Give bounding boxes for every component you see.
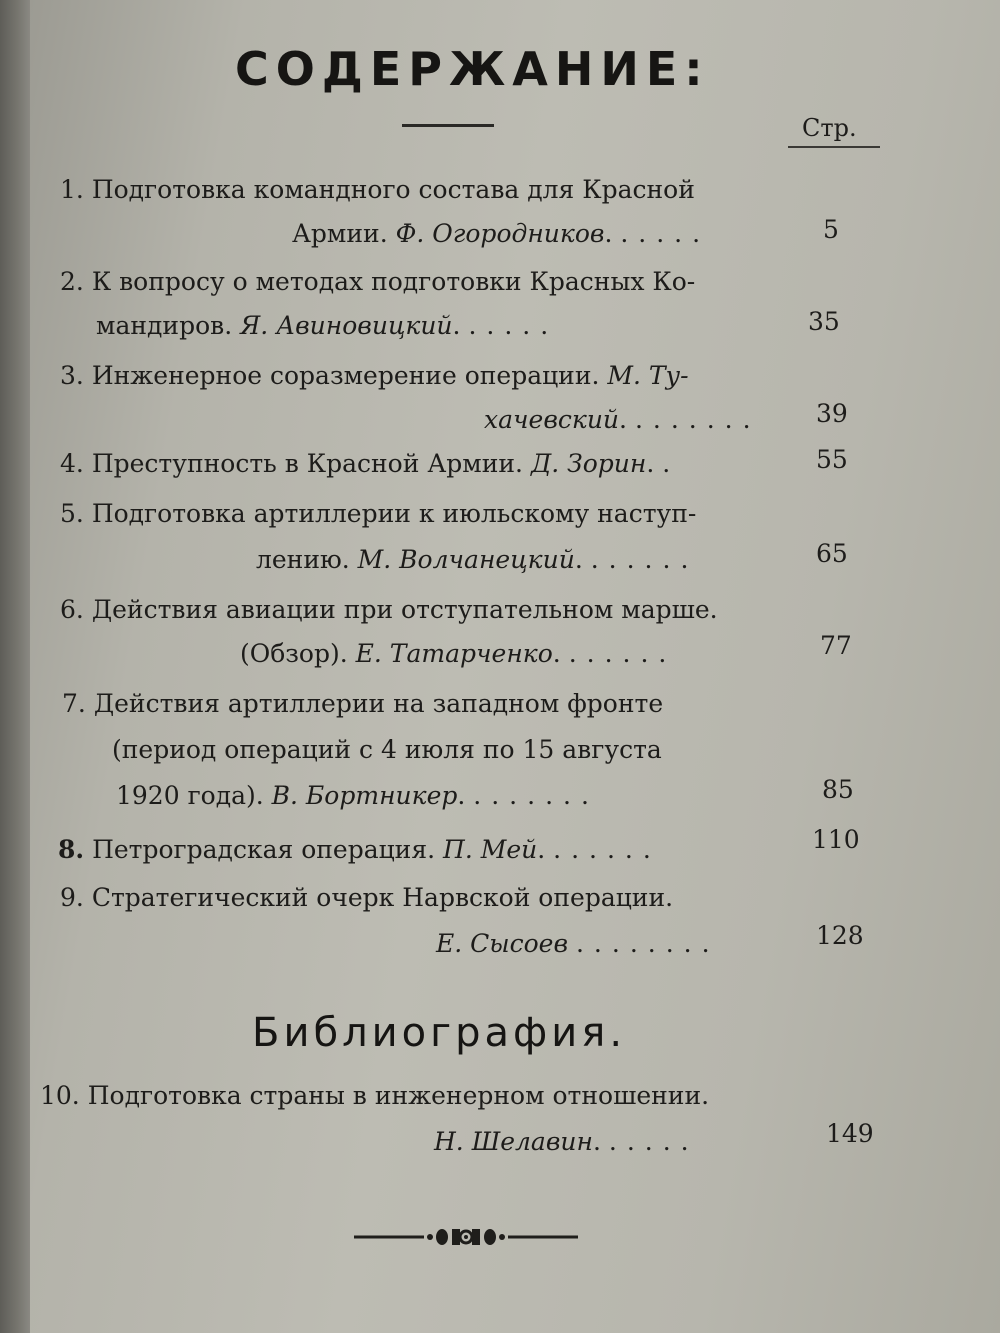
toc-entry-number: 9. (60, 883, 84, 912)
toc-entry-page: 110 (812, 825, 860, 854)
toc-entry-title-line (60, 590, 718, 630)
toc-entry-number: 1. (60, 175, 84, 204)
dot-leader: ........ (575, 929, 720, 958)
title-underline (402, 124, 494, 127)
dot-leader: . (662, 449, 681, 478)
toc-entry-number: 3. (60, 361, 84, 390)
toc-entry-title: Инженерное соразмерение операции. (91, 361, 600, 390)
toc-entry-title: Подготовка артиллерии к июльскому наступ- (91, 499, 697, 528)
dot-leader: ....... (634, 405, 761, 434)
toc-entry-page: 65 (816, 539, 848, 568)
book-page (30, 0, 1000, 1333)
toc-entry-page: 35 (808, 307, 840, 336)
toc-entry-title: Действия артиллерии на западном фронте (93, 689, 664, 718)
toc-entry-title-line (62, 684, 663, 724)
toc-entry-title: Подготовка командного состава для Красной (91, 175, 695, 204)
dot-leader: ...... (553, 835, 661, 864)
bibliography-heading: Библиография. (252, 1010, 627, 1056)
toc-entry-number: 6. (60, 595, 84, 624)
page-column-underline (788, 146, 880, 148)
toc-entry-author: М. Волчанецкий (357, 545, 575, 574)
toc-entry-page: 128 (816, 921, 864, 950)
page-title: СОДЕРЖАНИЕ: (235, 42, 710, 96)
toc-entry-title-line (112, 730, 662, 770)
toc-entry-title: Стратегический очерк Нарвской операции. (91, 883, 674, 912)
toc-entry-number: 2. (60, 267, 84, 296)
toc-entry-number: 7. (62, 689, 86, 718)
toc-entry-title-line: 8. Петроградская операция. П. Мей. ...... (58, 830, 661, 870)
toc-entry-number: 10. (40, 1081, 80, 1110)
toc-entry-author: Н. Шелавин (434, 1127, 593, 1156)
toc-entry-title-line: Н. Шелавин. ..... (434, 1127, 699, 1156)
toc-entry-title-line (40, 1076, 709, 1116)
toc-entry-author-continued: хачевский (484, 405, 620, 434)
toc-entry-title-line (60, 494, 696, 534)
dot-leader: ..... (608, 1127, 699, 1156)
toc-entry-title: (Обзор). (240, 639, 348, 668)
toc-entry-title-line: 4. Преступность в Красной Армии. Д. Зорин. . (60, 444, 680, 484)
toc-entry-author: В. Бортникер (271, 781, 458, 810)
toc-entry-page: 55 (816, 445, 848, 474)
toc-entry-title: лению. (256, 545, 350, 574)
dot-leader: ...... (568, 639, 677, 668)
toc-entry-title: Подготовка страны в инженерном отношении. (87, 1081, 710, 1110)
toc-entry-title: 1920 года). (116, 781, 264, 810)
toc-entry-page: 85 (822, 775, 854, 804)
toc-entry-author: Е. Татарченко (355, 639, 553, 668)
dot-leader: ....... (473, 781, 599, 810)
dot-leader: ..... (620, 219, 711, 248)
toc-entry-author: Я. Авиновицкий (240, 311, 453, 340)
toc-entry-title-line (60, 356, 689, 396)
toc-entry-title-line (60, 170, 695, 210)
toc-entry-title-line: хачевский. ....... (484, 405, 761, 434)
toc-entry-title-line (60, 878, 673, 918)
toc-entry-title-line: Армии. Ф. Огородников. ..... (292, 219, 711, 248)
toc-entry-author: Д. Зорин (530, 449, 647, 478)
toc-entry-title: Действия авиации при отступательном марше. (91, 595, 718, 624)
toc-entry-title: К вопросу о методах подготовки Красных Ко- (91, 267, 696, 296)
toc-entry-author: П. Мей (443, 835, 538, 864)
toc-entry-title-line (60, 262, 695, 302)
toc-entry-title: Петроградская операция. (92, 835, 436, 864)
toc-entry-title: Армии. (292, 219, 388, 248)
dot-leader: ...... (590, 545, 699, 574)
toc-entry-title-line: мандиров. Я. Авиновицкий. ..... (96, 311, 559, 340)
toc-entry-author: Ф. Огородников (395, 219, 605, 248)
toc-entry-page: 39 (816, 399, 848, 428)
toc-entry-author: Е. Сысоев (436, 929, 569, 958)
toc-entry-title-line: (Обзор). Е. Татарченко. ...... (240, 639, 677, 668)
toc-entry-title-line (436, 924, 720, 964)
toc-entry-title: Преступность в Красной Армии. (91, 449, 523, 478)
toc-entry-title: мандиров. (96, 311, 233, 340)
toc-entry-number: 5. (60, 499, 84, 528)
toc-entry-title: (период операций с 4 июля по 15 августа (112, 735, 662, 764)
toc-entry-page: 5 (823, 215, 839, 244)
toc-entry-title-line: лению. М. Волчанецкий. ...... (256, 545, 699, 574)
page-column-label: Стр. (802, 114, 857, 142)
toc-entry-author: М. Ту- (607, 361, 689, 390)
toc-entry-number: 4. (60, 449, 84, 478)
toc-entry-title-line: 1920 года). В. Бортникер. ....... (116, 781, 599, 810)
book-gutter (0, 0, 30, 1333)
toc-entry-number: 8. (58, 835, 85, 864)
toc-entry-page: 149 (826, 1119, 874, 1148)
toc-entry-page: 77 (820, 631, 852, 660)
dot-leader: ..... (468, 311, 559, 340)
decorative-ornament-icon (354, 1222, 578, 1252)
